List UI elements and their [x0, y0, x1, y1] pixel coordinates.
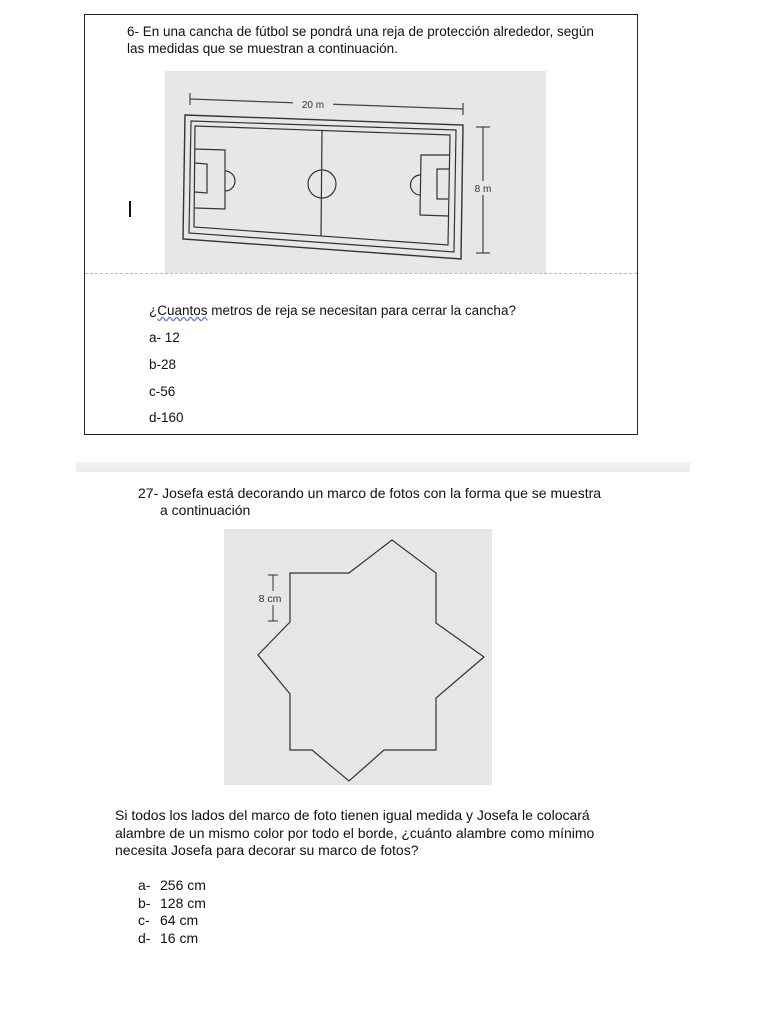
question-27-option-b: [138, 895, 206, 913]
question-6-prompt-underlined: Cuantos: [157, 303, 208, 318]
question-27-options: [138, 877, 206, 947]
page-separator: [76, 462, 690, 472]
width-label: 8 m: [474, 184, 492, 195]
dashed-divider: [85, 273, 637, 274]
question-27-text-line-3: necesita Josefa para decorar su marco de fotos?: [115, 842, 419, 858]
question-6-line-2: las medidas que se muestran a continuación.: [127, 41, 398, 56]
question-27-option-c: [138, 912, 206, 930]
question-27-title-line-2: a continuación: [160, 502, 251, 518]
option-value: 128 cm: [160, 894, 206, 911]
question-27-option-a: [138, 877, 206, 895]
question-27-option-d: [138, 930, 206, 948]
question-6-prompt-start: ¿: [149, 303, 158, 318]
question-6-line-1: 6- En una cancha de fútbol se pondrá una reja de protección alrededor, según: [127, 24, 594, 39]
question-6-option-d: d-160: [149, 410, 184, 425]
length-label: 20 m: [301, 100, 325, 111]
option-letter: d-: [138, 929, 151, 946]
question-6-statement: [127, 23, 607, 57]
question-6-box: [84, 14, 638, 435]
option-letter: a-: [138, 877, 151, 893]
option-value: 64 cm: [160, 912, 199, 928]
question-27-statement: [115, 807, 655, 860]
question-6-prompt-rest: metros de reja se necesitan para cerrar la cancha?: [207, 303, 516, 318]
star-frame-figure: [224, 529, 492, 785]
star-frame-drawing: [224, 529, 492, 785]
option-letter: c-: [138, 912, 150, 928]
option-value: 16 cm: [160, 929, 199, 946]
question-6-option-a: a- 12: [149, 330, 180, 345]
question-27-text-line-2: alambre de un mismo color por todo el borde, ¿cuánto alambre como mínimo: [115, 824, 595, 841]
question-6-prompt: [149, 303, 516, 318]
text-cursor: [129, 201, 131, 217]
question-27-title: [138, 485, 658, 519]
option-value: 256 cm: [160, 877, 206, 893]
side-length-label: 8 cm: [258, 593, 282, 605]
soccer-field-figure: [165, 71, 546, 273]
question-6-option-b: b-28: [149, 357, 177, 372]
soccer-field-drawing: [165, 71, 546, 273]
question-6-option-c: c-56: [149, 384, 176, 399]
option-letter: b-: [138, 894, 151, 911]
question-27-title-line-1: 27- Josefa está decorando un marco de fotos con la forma que se muestra: [138, 485, 602, 501]
question-27-text-line-1: Si todos los lados del marco de foto tienen igual medida y Josefa le colocará: [115, 807, 590, 823]
